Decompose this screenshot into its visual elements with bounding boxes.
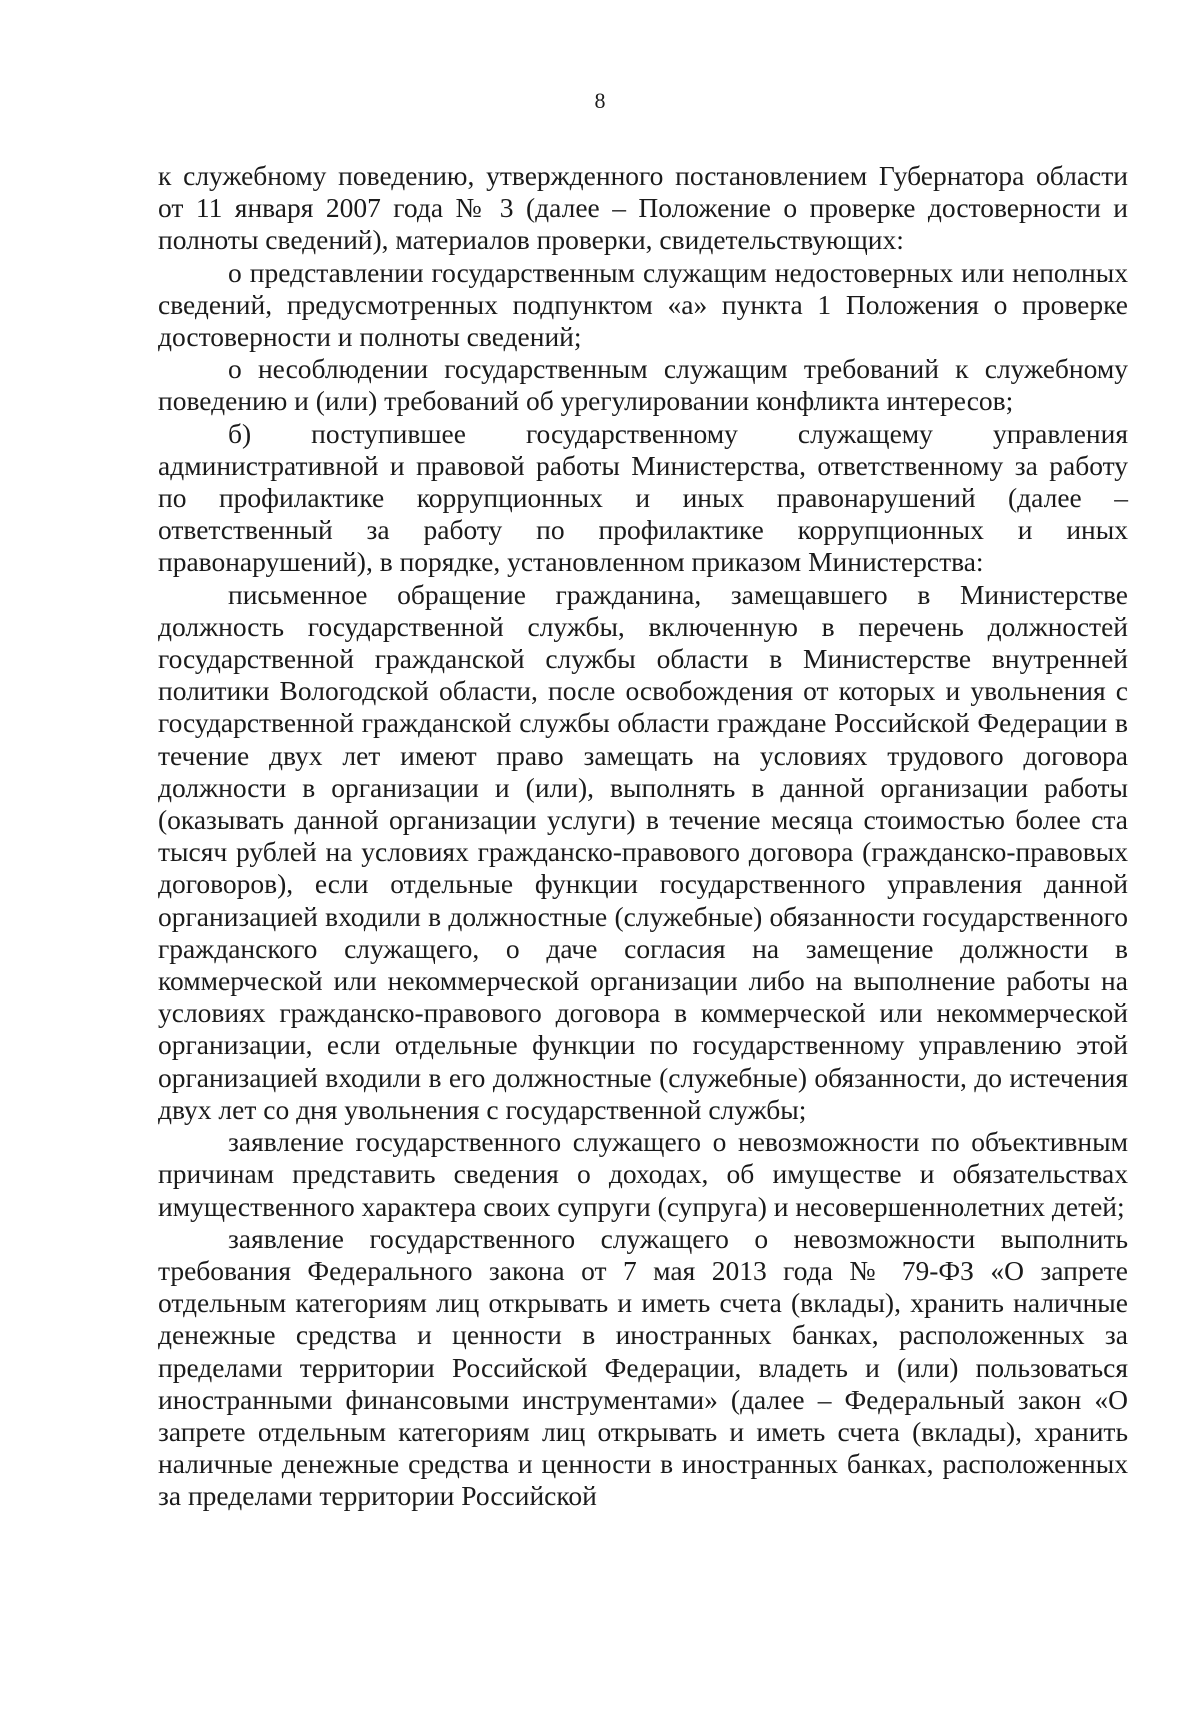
document-body bbox=[158, 160, 1128, 1513]
paragraph: о представлении государственным служащим недостоверных или неполных сведений, предусмотренных подпунктом «а» пункта 1 Положения о проверке достоверности и полноты сведений; bbox=[158, 256, 1128, 353]
page-number: 8 bbox=[594, 88, 606, 113]
paragraph: к служебному поведению, утвержденного постановлением Губернатора области от 11 января 2007 года № 3 (далее – Положение о проверке достоверности и полноты сведений), материалов проверки, свидетельствующих: bbox=[158, 160, 1128, 256]
paragraph: о несоблюдении государственным служащим требований к служебному поведению и (или) требований об урегулировании конфликта интересов; bbox=[158, 353, 1128, 417]
paragraph: б) поступившее государственному служащему управления административной и правовой работы Министерства, ответственному за работу по профилактике коррупционных и иных правонарушений (далее – ответственный за работу по профилактике коррупционных и иных правонарушений), в порядке, установленном приказом Министерства: bbox=[158, 417, 1128, 578]
paragraph: письменное обращение гражданина, замещавшего в Министерстве должность государственной службы, включенную в перечень должностей государственной гражданской службы области в Министерстве внутренней политики Вологодской области, после освобождения от которых и увольнения с государственной гражданской службы области граждане Российской Федерации в течение двух лет имеют право замещать на условиях трудового договора должности в организации и (или), выполнять в данной организации работы (оказывать данной организации услуги) в течение месяца стоимостью более ста тысяч рублей на условиях гражданско-правового договора (гражданско-правовых договоров), если отдельные функции государственного управления данной организацией входили в должностные (служебные) обязанности государственного гражданского служащего, о даче согласия на замещение должности в коммерческой или некоммерческой организации либо на выполнение работы на условиях гражданско-правового договора в коммерческой или некоммерческой организации, если отдельные функции по государственному управлению этой организацией входили в его должностные (служебные) обязанности, до истечения двух лет со дня увольнения с государственной службы; bbox=[158, 578, 1128, 1125]
paragraph: заявление государственного служащего о невозможности по объективным причинам представить сведения о доходах, об имуществе и обязательствах имущественного характера своих супруги (супруга) и несовершеннолетних детей; bbox=[158, 1126, 1128, 1222]
paragraph: заявление государственного служащего о невозможности выполнить требования Федерального закона от 7 мая 2013 года № 79-ФЗ «О запрете отдельным категориям лиц открывать и иметь счета (вклады), хранить наличные денежные средства и ценности в иностранных банках, расположенных за пределами территории Российской Федерации, владеть и (или) пользоваться иностранными финансовыми инструментами» (далее – Федеральный закон «О запрете отдельным категориям лиц открывать и иметь счета (вклады), хранить наличные денежные средства и ценности в иностранных банках, расположенных за пределами территории Российской bbox=[158, 1222, 1128, 1512]
